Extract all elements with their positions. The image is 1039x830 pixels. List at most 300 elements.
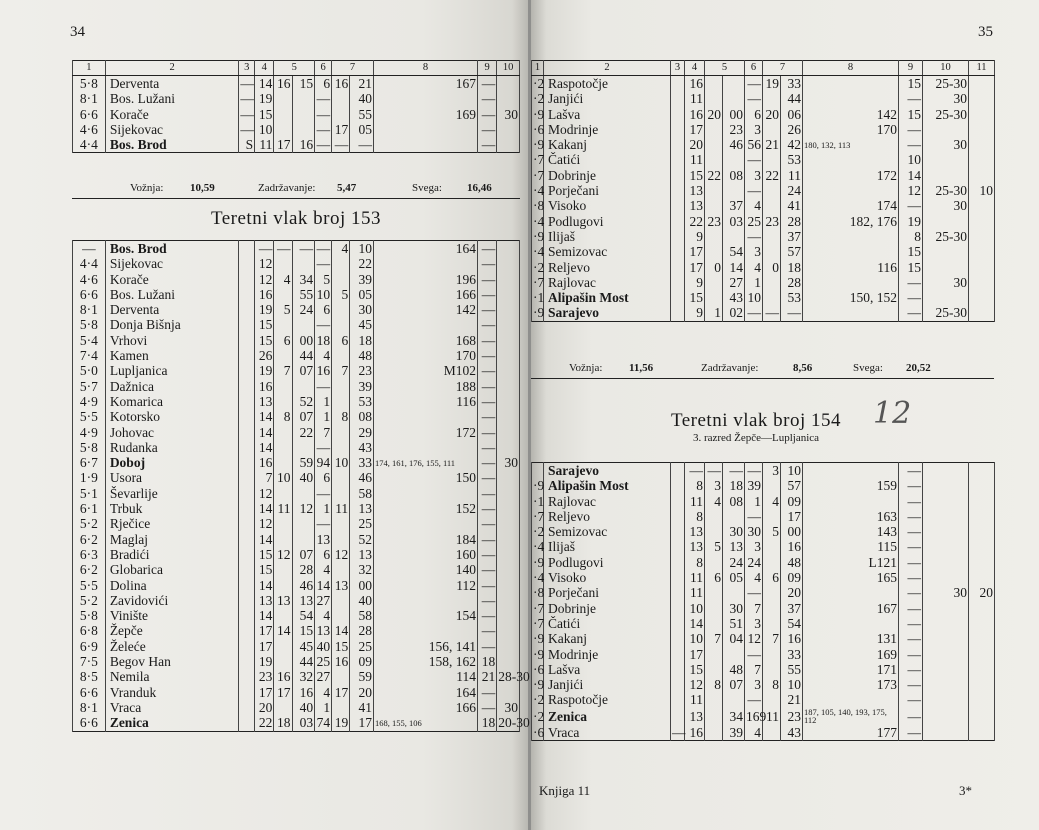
station-name: Ševarlije: [105, 486, 239, 501]
time-cell: 166: [373, 287, 477, 302]
station-name: Alipašin Most: [544, 290, 671, 305]
time-cell: —: [478, 700, 497, 715]
time-cell: —: [478, 379, 497, 394]
time-cell: —: [240, 91, 254, 107]
time-cell: —: [899, 692, 923, 707]
time-cell: 13: [685, 183, 705, 198]
driving-time: 10,59: [190, 182, 215, 194]
time-cell: 16: [274, 669, 292, 684]
time-cell: 8: [685, 509, 705, 524]
time-cell: 25-30: [923, 76, 969, 92]
time-cell: [239, 440, 255, 455]
time-cell: —: [316, 137, 331, 153]
time-cell: 15: [685, 290, 705, 305]
time-cell: [292, 91, 315, 106]
time-cell: [497, 685, 520, 700]
time-cell: [671, 692, 685, 707]
time-cell: [671, 570, 685, 585]
time-cell: 4: [745, 570, 763, 585]
time-cell: 140: [373, 562, 477, 577]
km-cell: ·9: [533, 631, 545, 647]
time-cell: 32: [292, 669, 315, 684]
time-cell: 10: [899, 152, 923, 167]
time-cell: [705, 275, 723, 290]
time-cell: [274, 700, 292, 715]
time-cell: [497, 608, 520, 623]
train-heading-153: [72, 208, 520, 230]
station-name: Modrinje: [544, 122, 671, 137]
time-cell: 7: [332, 363, 350, 378]
time-cell: —: [899, 91, 923, 106]
km-cell: 5·8: [73, 76, 106, 92]
km-cell: 4·4: [73, 137, 106, 153]
time-cell: 15: [899, 76, 923, 92]
column-header: 3: [671, 61, 685, 76]
time-cell: —: [899, 463, 923, 479]
time-cell: —: [899, 555, 923, 570]
time-cell: 25-30: [923, 107, 969, 122]
time-cell: [803, 244, 899, 259]
time-cell: [671, 662, 685, 677]
time-cell: 4: [315, 685, 332, 700]
time-cell: [497, 379, 520, 394]
time-cell: [239, 302, 255, 317]
km-cell: 5·5: [73, 578, 106, 593]
stops-time-right: 8,56: [793, 362, 813, 374]
km-cell: 6·3: [73, 547, 106, 562]
time-cell: 20: [685, 137, 705, 152]
time-cell: 53: [350, 394, 374, 409]
time-cell: —: [763, 305, 781, 321]
time-cell: [969, 290, 995, 305]
time-cell: [332, 532, 350, 547]
time-cell: —: [478, 302, 497, 317]
time-cell: [763, 539, 781, 554]
time-cell: 11: [685, 570, 705, 585]
time-cell: —: [255, 241, 274, 257]
time-cell: [705, 662, 723, 677]
time-cell: —: [899, 524, 923, 539]
time-cell: 28: [292, 562, 315, 577]
station-name: Derventa: [105, 302, 239, 317]
table-row: [532, 570, 995, 585]
time-cell: —: [478, 333, 497, 348]
table-row: [532, 692, 995, 707]
time-cell: [671, 91, 685, 106]
table-row: [73, 107, 520, 122]
time-cell: 33: [781, 76, 803, 92]
footer-signature: 3*: [959, 783, 972, 798]
station-name: Komarica: [105, 394, 239, 409]
km-cell: ·9: [533, 305, 545, 321]
time-cell: 21: [350, 76, 374, 92]
time-cell: 167: [373, 76, 477, 92]
time-cell: [803, 305, 899, 321]
column-header: 1: [73, 61, 106, 76]
time-cell: 1: [705, 305, 723, 321]
time-cell: 40: [350, 593, 374, 608]
timetable-train-154: [531, 462, 995, 741]
station-name: Begov Han: [105, 654, 239, 669]
time-cell: 05: [723, 570, 745, 585]
table-row: [532, 463, 995, 479]
time-cell: [332, 272, 350, 287]
time-cell: [497, 122, 520, 137]
km-cell: ·2: [533, 524, 545, 540]
table-row: [73, 241, 520, 257]
time-cell: [923, 152, 969, 167]
station-name: Podlugovi: [544, 555, 671, 570]
time-cell: [373, 256, 477, 271]
table-row: [532, 708, 995, 725]
summary-right: [531, 362, 994, 379]
time-cell: 00: [781, 524, 803, 539]
station-name: Vraca: [544, 725, 671, 741]
time-cell: 163: [803, 509, 899, 524]
km-cell: 4·6: [73, 272, 106, 287]
time-cell: [497, 363, 520, 378]
time-cell: 17: [255, 639, 274, 654]
time-cell: 52: [292, 394, 315, 409]
station-name: Sijekovac: [105, 122, 239, 137]
time-cell: 19: [255, 654, 274, 669]
station-name: Derventa: [105, 76, 239, 92]
km-cell: 6·7: [73, 455, 106, 470]
station-name: Lašva: [544, 662, 671, 677]
time-cell: [332, 486, 350, 501]
station-name: Alipašin Most: [544, 478, 671, 493]
time-cell: 44: [781, 91, 803, 106]
time-cell: —: [478, 470, 497, 485]
time-cell: [292, 440, 315, 455]
time-cell: 16: [332, 76, 350, 92]
time-cell: 25: [745, 214, 763, 229]
column-header: 5: [274, 61, 315, 76]
time-cell: —: [899, 198, 923, 213]
station-name: Visoko: [544, 198, 671, 213]
table-row: [73, 700, 520, 715]
time-cell: 173: [803, 677, 899, 692]
time-cell: [671, 137, 685, 152]
time-cell: 1: [315, 394, 332, 409]
time-cell: [671, 509, 685, 524]
time-cell: 8: [274, 409, 292, 424]
time-cell: [274, 440, 292, 455]
station-name: Ilijaš: [544, 229, 671, 244]
time-cell: 28: [781, 214, 803, 229]
table-row: [73, 593, 520, 608]
time-cell: [332, 256, 350, 271]
time-cell: M102: [373, 363, 477, 378]
table-row: [73, 562, 520, 577]
time-cell: —: [478, 562, 497, 577]
km-cell: 8·1: [73, 700, 106, 715]
time-cell: 169: [373, 107, 477, 122]
km-cell: 6·1: [73, 501, 106, 516]
time-cell: 16: [685, 76, 705, 92]
time-cell: —: [899, 585, 923, 600]
time-cell: [723, 585, 745, 600]
driving-time-right: 11,56: [629, 362, 654, 374]
time-cell: 21: [478, 669, 497, 684]
time-cell: —: [478, 122, 497, 137]
time-cell: [292, 379, 315, 394]
time-cell: 10: [255, 122, 274, 137]
time-cell: —: [899, 290, 923, 305]
time-cell: [274, 425, 292, 440]
time-cell: [671, 601, 685, 616]
time-cell: [923, 478, 969, 493]
time-cell: [239, 455, 255, 470]
time-cell: 37: [723, 198, 745, 213]
time-cell: [274, 639, 292, 654]
time-cell: 9: [685, 275, 705, 290]
time-cell: —: [899, 494, 923, 509]
time-cell: [969, 662, 995, 677]
time-cell: —: [478, 317, 497, 332]
station-name: Dažnica: [105, 379, 239, 394]
time-cell: 48: [781, 555, 803, 570]
time-cell: [969, 555, 995, 570]
station-name: Bos. Brod: [105, 137, 239, 153]
time-cell: 169: [746, 708, 767, 724]
table-row: [73, 501, 520, 516]
table-row: [73, 578, 520, 593]
time-cell: [969, 708, 995, 725]
time-cell: [723, 183, 745, 198]
time-cell: [671, 168, 685, 183]
station-name: Visoko: [544, 570, 671, 585]
time-cell: 10: [350, 241, 374, 257]
table-row: [532, 524, 995, 539]
time-cell: 34: [292, 272, 315, 287]
time-cell: [497, 272, 520, 287]
station-name: Čatići: [544, 616, 671, 631]
station-name: Vinište: [105, 608, 239, 623]
time-cell: [373, 593, 477, 608]
time-cell: 6: [315, 547, 332, 562]
time-cell: 4: [315, 562, 332, 577]
time-cell: [497, 409, 520, 424]
time-cell: 10: [685, 601, 705, 616]
time-cell: —: [478, 348, 497, 363]
time-cell: [274, 287, 292, 302]
time-cell: 3: [745, 539, 763, 554]
table-row: [532, 601, 995, 616]
time-cell: 14: [255, 608, 274, 623]
km-cell: 1·9: [73, 470, 106, 485]
time-cell: [332, 700, 350, 715]
time-cell: 25: [350, 516, 374, 531]
stops-label: Zadržavanje:: [258, 182, 316, 194]
time-cell: 07: [723, 677, 745, 692]
time-cell: 14: [899, 168, 923, 183]
time-cell: —: [899, 478, 923, 493]
time-cell: 26: [255, 348, 274, 363]
time-cell: [803, 229, 899, 244]
time-cell: 14: [255, 440, 274, 455]
time-cell: 188: [373, 379, 477, 394]
km-cell: ·1: [533, 493, 545, 509]
time-cell: 7: [274, 363, 292, 378]
time-cell: [969, 244, 995, 259]
time-cell: 22: [705, 168, 723, 183]
km-cell: ·6: [533, 724, 545, 740]
time-cell: 00: [350, 578, 374, 593]
time-cell: 142: [373, 302, 477, 317]
table-row: [73, 715, 520, 731]
time-cell: 30: [350, 302, 374, 317]
time-cell: 43: [350, 440, 374, 455]
time-cell: 24: [745, 555, 763, 570]
time-cell: 17: [274, 137, 292, 153]
station-name: Podlugovi: [544, 214, 671, 229]
time-cell: [723, 692, 745, 707]
time-cell: [923, 260, 969, 275]
time-cell: 06: [781, 107, 803, 122]
station-name: Modrinje: [544, 647, 671, 662]
km-cell: ·9: [533, 137, 545, 153]
time-cell: [671, 494, 685, 509]
time-cell: [274, 348, 292, 363]
km-cell: ·2: [533, 76, 545, 91]
table-row: [73, 409, 520, 424]
time-cell: 8: [705, 677, 723, 692]
time-cell: 17: [685, 260, 705, 275]
time-cell: 14: [255, 578, 274, 593]
time-cell: [969, 137, 995, 152]
time-cell: 19: [763, 76, 781, 92]
km-cell: ·9: [533, 646, 545, 662]
time-cell: —: [899, 509, 923, 524]
time-cell: 30: [497, 700, 520, 715]
time-cell: [705, 183, 723, 198]
time-cell: —: [478, 76, 497, 92]
time-cell: 1: [315, 409, 332, 424]
time-cell: [763, 91, 781, 106]
time-cell: [763, 555, 781, 570]
time-cell: [239, 272, 255, 287]
total-label: Svega:: [412, 182, 442, 194]
time-cell: —: [899, 601, 923, 616]
time-cell: [671, 229, 685, 244]
time-cell: 16: [685, 107, 705, 122]
time-cell: [373, 137, 477, 153]
time-cell: [497, 578, 520, 593]
time-cell: 22: [685, 214, 705, 229]
time-cell: 170: [803, 122, 899, 137]
time-cell: [923, 692, 969, 707]
column-header: 9: [899, 61, 923, 76]
station-name: Johovac: [105, 425, 239, 440]
km-cell: 5·2: [73, 593, 106, 608]
time-cell: [497, 333, 520, 348]
time-cell: 24: [292, 302, 315, 317]
table-row: [73, 333, 520, 348]
total-time: 16,46: [467, 182, 492, 194]
time-cell: [671, 616, 685, 631]
time-cell: 13: [316, 623, 331, 639]
time-cell: —: [899, 275, 923, 290]
time-cell: 16: [255, 379, 274, 394]
column-header: 7: [763, 61, 803, 76]
time-cell: 22: [763, 168, 781, 183]
time-cell: [723, 76, 745, 92]
station-name: Kakanj: [544, 137, 671, 152]
table-row: [532, 662, 995, 677]
time-cell: 40: [292, 470, 315, 485]
time-cell: [239, 256, 255, 271]
time-cell: [923, 290, 969, 305]
handwritten-mark: 12: [873, 396, 912, 431]
time-cell: 4: [705, 494, 723, 509]
time-cell: 131: [803, 631, 899, 646]
time-cell: [332, 348, 350, 363]
time-cell: 196: [373, 272, 477, 287]
time-cell: [373, 317, 477, 332]
time-cell: 112: [373, 578, 477, 593]
time-cell: 03: [292, 715, 315, 731]
time-cell: [332, 440, 350, 455]
time-cell: [292, 107, 315, 122]
table-row: [73, 440, 520, 455]
station-name: Rajlovac: [544, 494, 671, 509]
time-cell: 42: [781, 137, 803, 152]
time-cell: —: [240, 121, 254, 137]
table-row: [532, 509, 995, 524]
time-cell: [671, 122, 685, 137]
time-cell: 15: [255, 317, 274, 332]
time-cell: 6: [705, 570, 723, 585]
time-cell: L121: [803, 555, 899, 570]
table-row: [73, 91, 520, 106]
table-row: [532, 478, 995, 493]
train-subtitle-154: 3. razred Žepče—Lupljanica: [692, 432, 820, 444]
time-cell: 159: [803, 478, 899, 493]
time-cell: [497, 317, 520, 332]
time-cell: [969, 463, 995, 479]
time-cell: 08: [723, 168, 745, 183]
right-page: [531, 0, 1039, 830]
time-cell: 17: [350, 715, 374, 731]
time-cell: 5: [315, 272, 332, 287]
time-cell: 32: [350, 562, 374, 577]
time-cell: [969, 677, 995, 692]
time-cell: [803, 275, 899, 290]
time-cell: 41: [350, 700, 374, 715]
time-cell: 13: [255, 593, 274, 608]
km-cell: 5·8: [73, 608, 106, 623]
table-row: [532, 260, 995, 275]
time-cell: [671, 260, 685, 275]
time-cell: 6: [315, 302, 332, 317]
time-cell: 116: [373, 394, 477, 409]
time-cell: 30: [497, 455, 520, 470]
time-cell: [671, 539, 685, 554]
time-cell: 33: [781, 647, 803, 662]
time-cell: [923, 509, 969, 524]
time-cell: 14: [255, 501, 274, 516]
time-cell: 46: [723, 137, 745, 152]
time-cell: [332, 593, 350, 608]
km-cell: 6·6: [73, 107, 106, 122]
km-cell: 6·9: [73, 639, 106, 654]
time-cell: [671, 290, 685, 305]
table-row: [532, 183, 995, 198]
time-cell: 11: [685, 494, 705, 509]
time-cell: [274, 394, 292, 409]
time-cell: 34: [723, 708, 745, 725]
